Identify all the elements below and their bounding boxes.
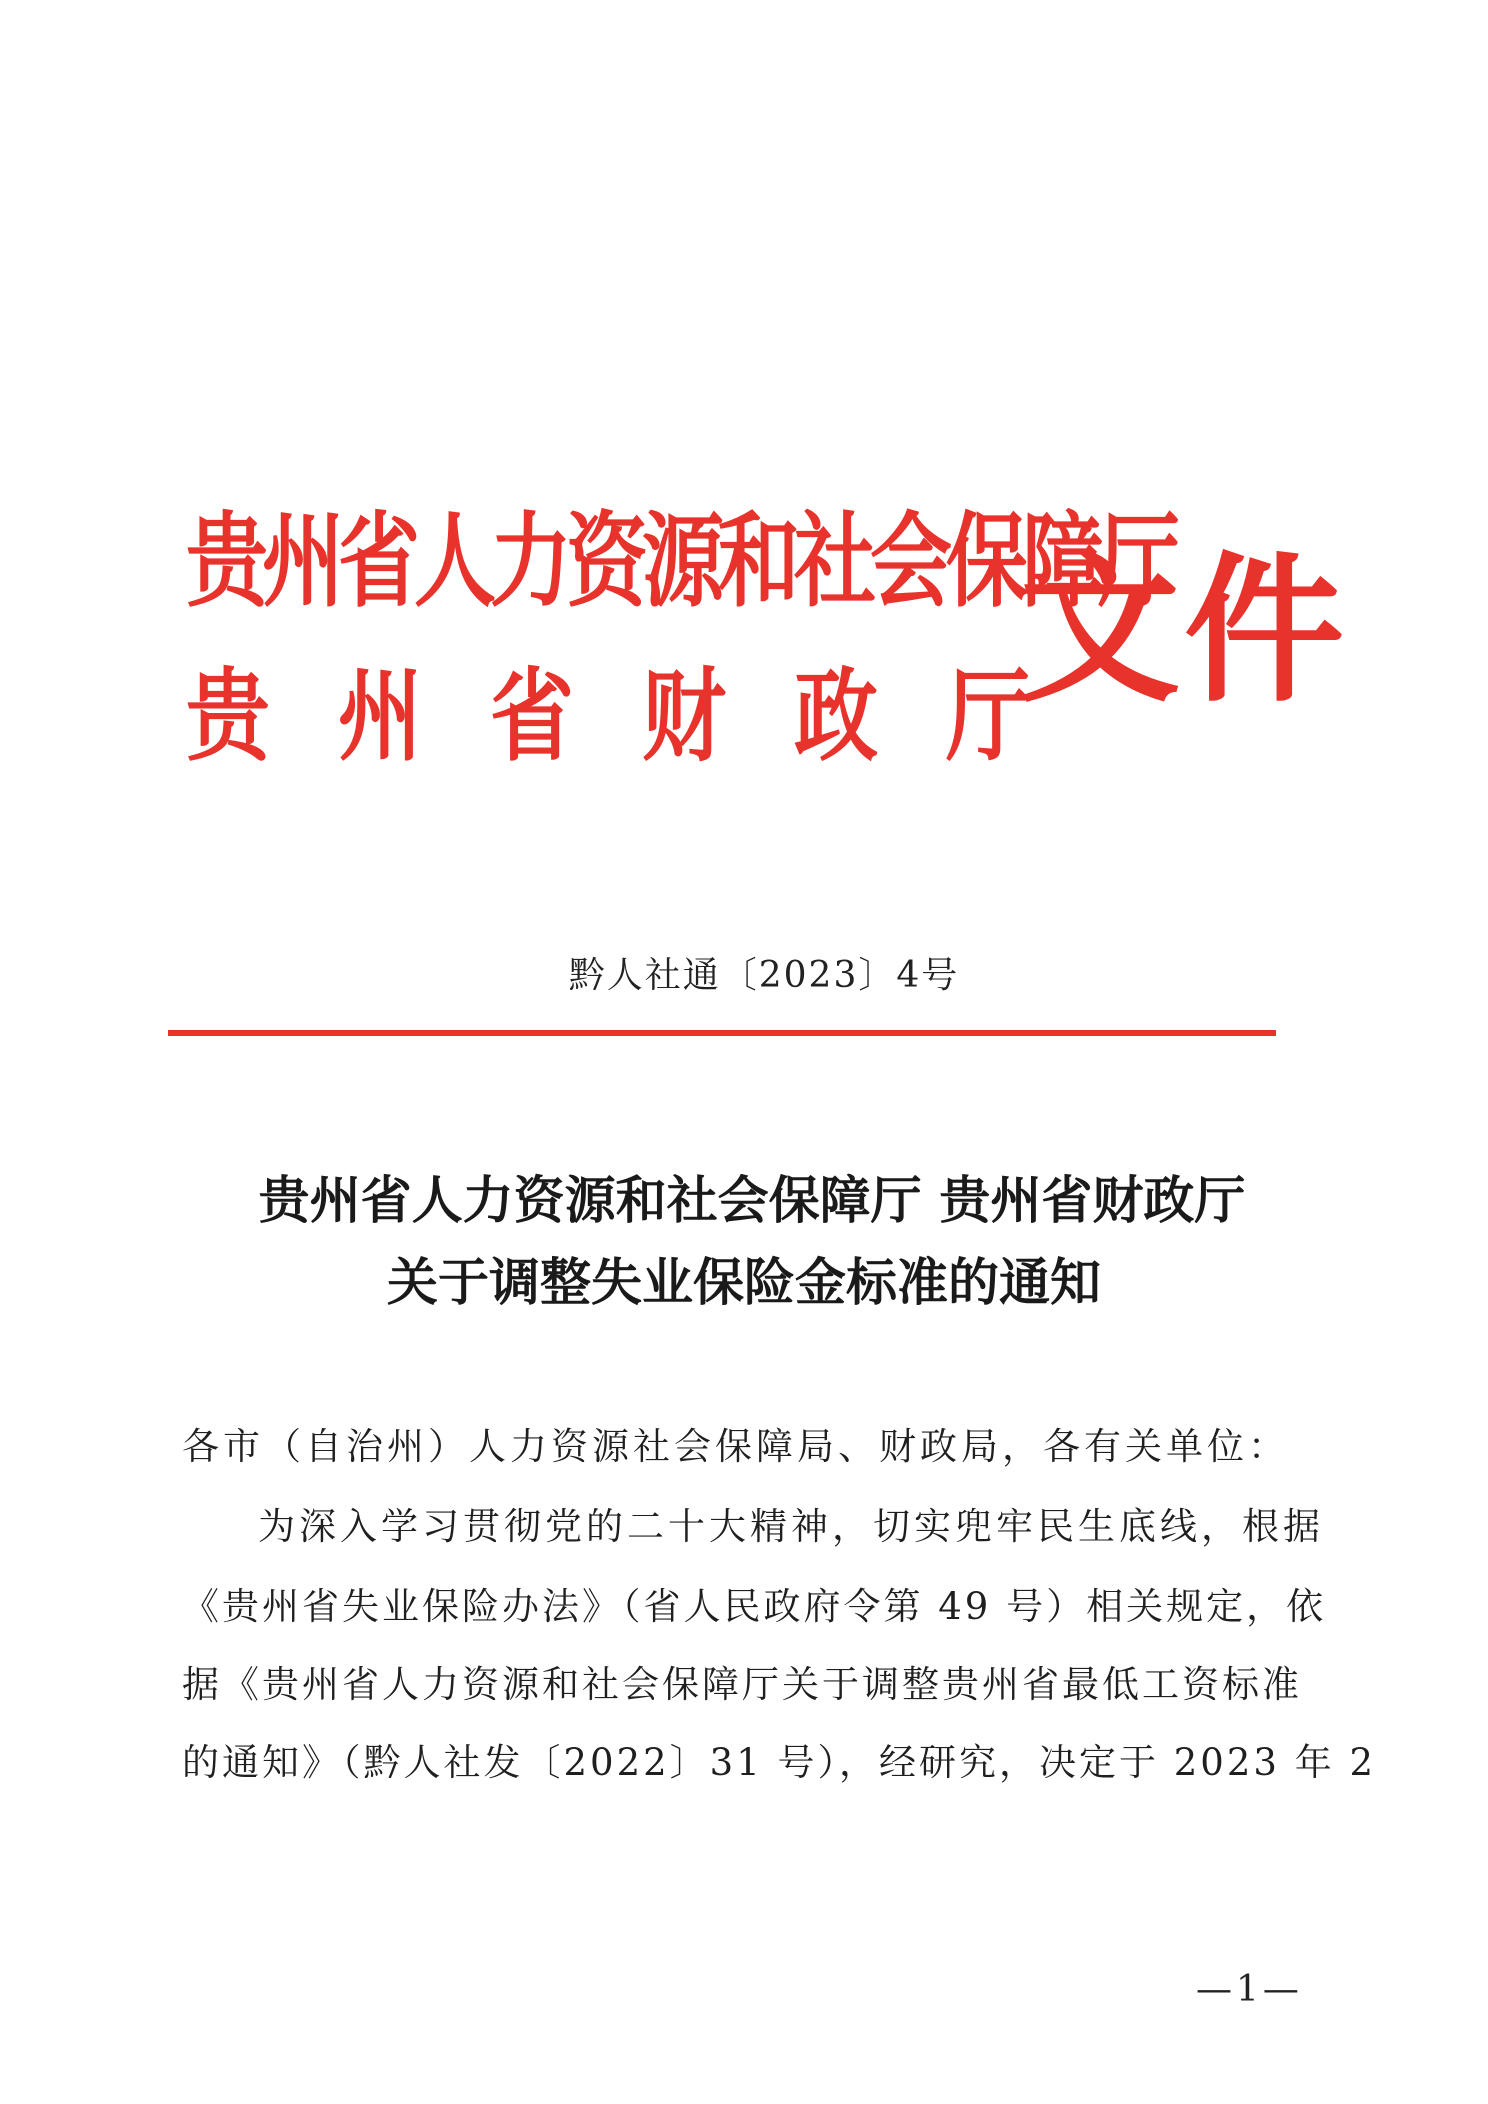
body-line: 《贵州省失业保险办法》（省人民政府令第 49 号）相关规定，依 [182,1585,1327,1628]
document-kind-label: 文件 [1020,536,1349,724]
issuer-line-1: 贵州省人力资源和社会保障厅 [186,501,1175,622]
red-divider-line [168,1030,1276,1036]
salutation: 各市（自治州）人力资源社会保障局、财政局，各有关单位： [182,1425,1289,1468]
document-title-line-1: 贵州省人力资源和社会保障厅 贵州省财政厅 [258,1171,1246,1231]
body-line: 据《贵州省人力资源和社会保障厅关于调整贵州省最低工资标准 [182,1663,1302,1706]
page-number: —1— [1196,1969,1303,2010]
issuer-line-2: 贵州省财政厅 [186,656,1099,776]
document-title-line-2: 关于调整失业保险金标准的通知 [386,1253,1101,1313]
body-line: 为深入学习贯彻党的二十大精神，切实兜牢民生底线，根据 [258,1505,1324,1548]
document-number: 黔人社通〔2023〕4号 [568,955,960,996]
body-line: 的通知》（黔人社发〔2022〕31 号），经研究，决定于 2023 年 2 [182,1741,1376,1784]
